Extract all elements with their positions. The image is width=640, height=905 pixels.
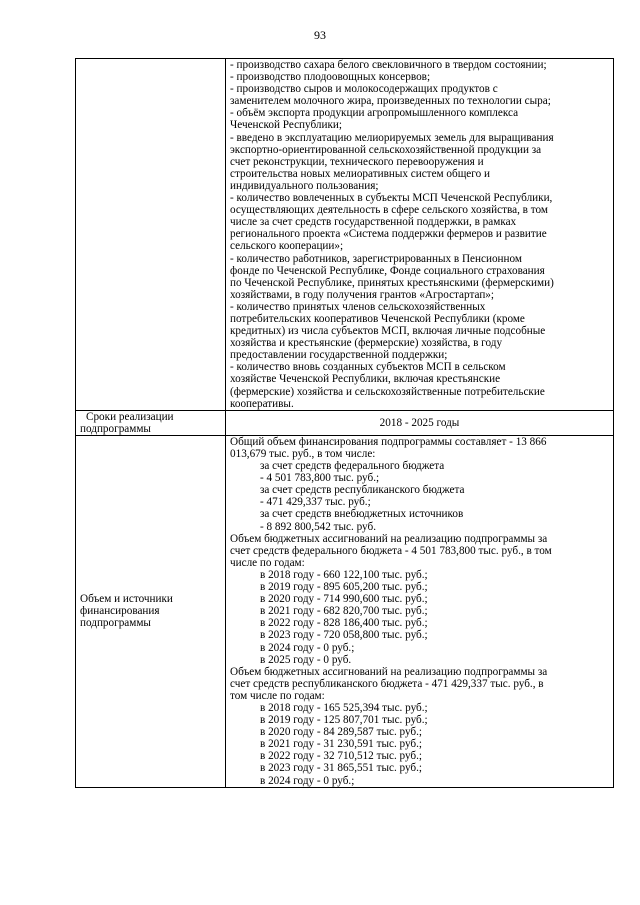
financing-text-line: за счет средств федерального бюджета	[260, 460, 445, 473]
financing-text-line: в 2020 году - 714 990,600 тыс. руб.;	[260, 593, 428, 606]
indicator-text-line: числе за счет средств государственной поддержки, в рамках	[230, 216, 517, 229]
financing-text-line: счет средств республиканского бюджета - 471 429,337 тыс. руб., в	[230, 677, 544, 690]
indicator-text-line: Чеченской Республики;	[230, 119, 342, 132]
indicator-text-line: - производство сахара белого свекловичного в твердом состоянии;	[230, 59, 547, 71]
indicator-text-line: потребительских кооперативов Чеченской Республики (кроме	[230, 312, 525, 325]
indicator-text-line: кредитных) из числа субъектов МСП, включая личные подсобные	[230, 325, 546, 338]
financing-text-line: Общий объем финансирования подпрограммы составляет - 13 866	[230, 435, 547, 448]
financing-text-line: в 2022 году - 32 710,512 тыс. руб.;	[260, 750, 423, 763]
indicator-text-line: - введено в эксплуатацию мелиорируемых земель для выращивания	[230, 131, 554, 144]
indicator-text-line: - производство плодоовощных консервов;	[230, 71, 431, 84]
indicator-text-line: сельского кооперации»;	[230, 240, 344, 253]
financing-text-line: в 2022 году - 828 186,400 тыс. руб.;	[260, 617, 428, 630]
financing-text-line: в 2024 году - 0 руб.;	[260, 774, 355, 787]
financing-text-line: в 2025 году - 0 руб.	[260, 653, 352, 666]
financing-text-line: - 8 892 800,542 тыс. руб.	[260, 520, 376, 533]
indicator-text-line: - количество вовлеченных в субъекты МСП Чеченской Республики,	[230, 192, 553, 205]
financing-text-line: за счет средств республиканского бюджета	[260, 484, 465, 497]
table-row-indicators	[76, 59, 614, 411]
indicator-text-line: по Чеченской Республике, принятых крестьянскими (фермерскими)	[230, 276, 554, 289]
indicator-text-line: заменителем молочного жира, произведенных по технологии сыра;	[230, 95, 551, 108]
financing-text-line: в 2019 году - 125 807,701 тыс. руб.;	[260, 714, 428, 727]
indicators-value-cell	[226, 59, 614, 411]
table-row-financing	[76, 435, 614, 787]
period-value: 2018 - 2025 годы	[379, 416, 460, 429]
period-label-cell	[76, 410, 226, 435]
financing-text-line: в 2021 году - 31 230,591 тыс. руб.;	[260, 738, 423, 751]
indicator-text-line: - количество работников, зарегистрированных в Пенсионном	[230, 252, 522, 265]
financing-label-line: Объем и источники	[80, 593, 173, 606]
period-value-cell	[226, 410, 614, 435]
indicators-label-cell	[76, 59, 226, 411]
financing-text-line: в 2023 году - 31 865,551 тыс. руб.;	[260, 762, 423, 775]
passport-table	[75, 58, 614, 788]
financing-label-line: финансирования	[80, 605, 160, 618]
indicator-text-line: кооперативы.	[230, 397, 294, 410]
financing-label-cell	[76, 435, 226, 787]
financing-text-line: в 2021 году - 682 820,700 тыс. руб.;	[260, 605, 428, 618]
financing-text-line: - 4 501 783,800 тыс. руб.;	[260, 472, 380, 485]
financing-text-line: Объем бюджетных ассигнований на реализацию подпрограммы за	[230, 665, 548, 678]
financing-text-line: 013,679 тыс. руб., в том числе:	[230, 448, 376, 460]
indicator-text-line: - количество вновь созданных субъектов МСП в сельском	[230, 361, 506, 374]
financing-text-line: за счет средств внебюджетных источников	[260, 508, 464, 521]
indicator-text-line: - производство сыров и молокосодержащих продуктов с	[230, 83, 498, 96]
financing-text-line: в 2019 году - 895 605,200 тыс. руб.;	[260, 581, 428, 594]
indicator-text-line: счет реконструкции, технического перевооружения и	[230, 155, 484, 168]
indicator-text-line: (фермерские) хозяйства и сельскохозяйственные потребительские	[230, 385, 545, 398]
financing-text-line: Объем бюджетных ассигнований на реализацию подпрограммы за	[230, 532, 548, 545]
indicator-text-line: - количество принятых членов сельскохозяйственных	[230, 300, 486, 313]
indicator-text-line: хозяйства и крестьянские (фермерские) хозяйства, в году	[230, 337, 503, 350]
financing-text-line: в 2018 году - 165 525,394 тыс. руб.;	[260, 701, 428, 714]
table-row-period	[76, 410, 614, 435]
financing-text-line: в 2020 году - 84 289,587 тыс. руб.;	[260, 726, 423, 739]
financing-text-line: в 2024 году - 0 руб.;	[260, 641, 355, 654]
financing-text-line: числе по годам:	[230, 556, 305, 569]
indicator-text-line: индивидуального пользования;	[230, 179, 379, 192]
period-label-line1: Сроки реализации	[86, 410, 174, 423]
financing-text-line: том числе по годам:	[230, 689, 325, 702]
financing-text-line: в 2023 году - 720 058,800 тыс. руб.;	[260, 629, 428, 642]
indicator-text-line: хозяйстве Чеченской Республики, включая крестьянские	[230, 373, 501, 386]
indicator-text-line: - объём экспорта продукции агропромышленного комплекса	[230, 107, 519, 120]
indicator-text-line: регионального проекта «Система поддержки фермеров и развитие	[230, 228, 547, 241]
financing-value-cell	[226, 435, 614, 787]
indicator-text-line: предоставлении государственной поддержки;	[230, 349, 448, 362]
indicator-text-line: фонде по Чеченской Республике, Фонде социального страхования	[230, 264, 545, 277]
indicator-text-line: хозяйствами, в году получения грантов «Агростартап»;	[230, 288, 495, 301]
financing-text-line: в 2018 году - 660 122,100 тыс. руб.;	[260, 568, 428, 581]
page-number: 93	[314, 28, 326, 42]
indicator-text-line: осуществляющих деятельность в сфере сельского хозяйства, в том	[230, 204, 548, 217]
financing-label-line: подпрограммы	[80, 617, 151, 630]
indicator-text-line: экспортно-ориентированной сельскохозяйственной продукции за	[230, 143, 542, 156]
financing-text-line: - 471 429,337 тыс. руб.;	[260, 496, 371, 509]
indicator-text-line: строительства новых мелиоративных систем общего и	[230, 167, 490, 180]
period-label-line2: подпрограммы	[80, 422, 151, 435]
financing-text-line: счет средств федерального бюджета - 4 501 783,800 тыс. руб., в том	[230, 544, 552, 557]
